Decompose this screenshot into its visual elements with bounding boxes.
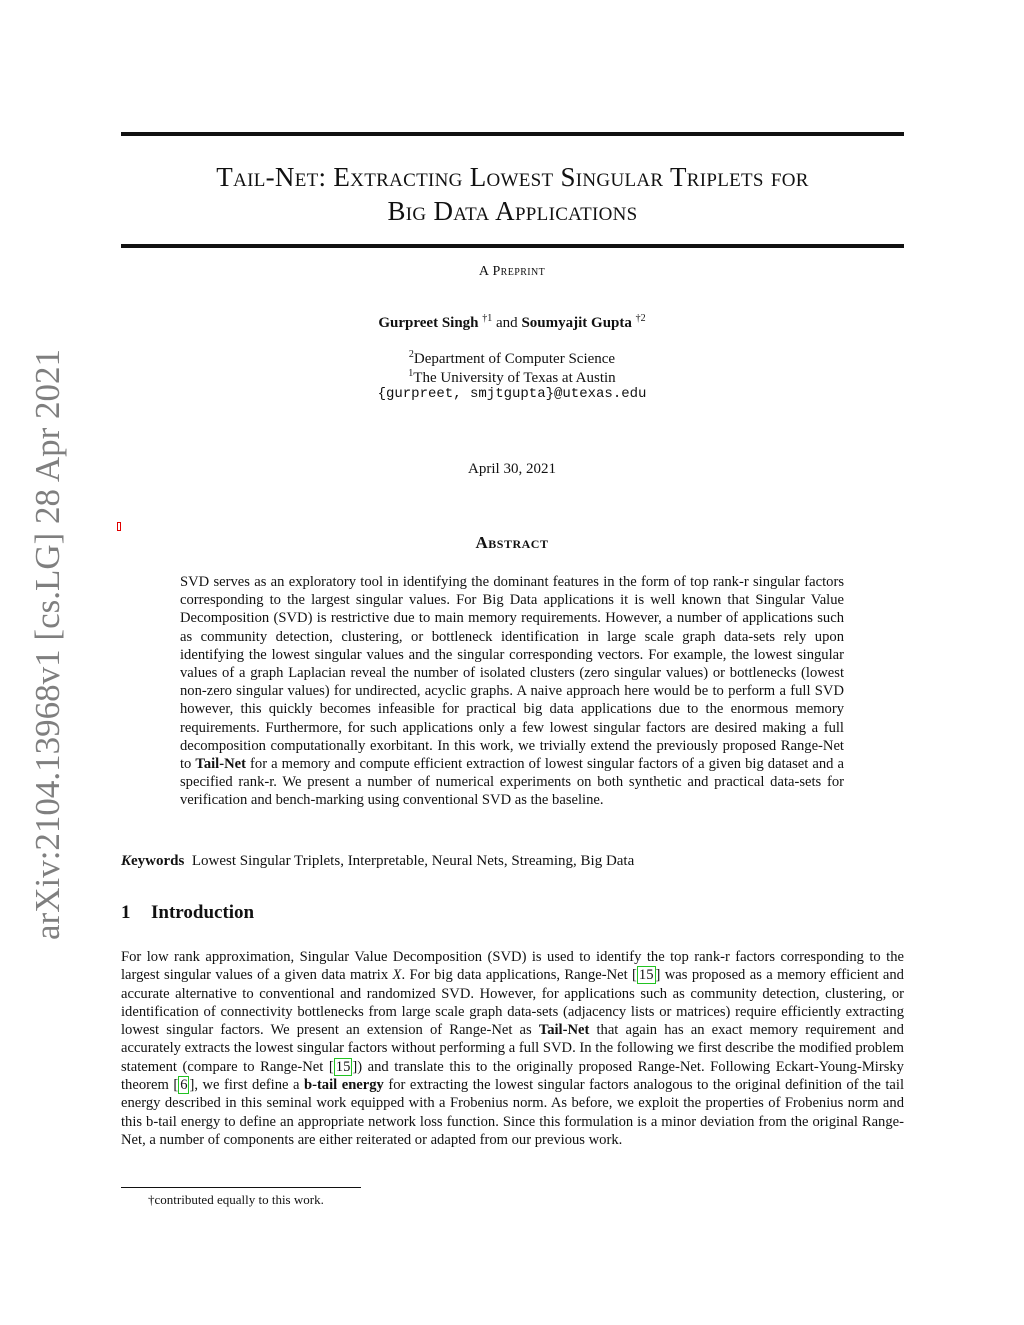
intro-text-6: ], we first define a	[189, 1077, 304, 1094]
red-marker-icon	[117, 522, 121, 531]
intro-text-4: that again has an exact memory requirement and accurately extracts the lowest singular factors without performing a full SVD. In the following we first describe the modified problem statement (compare to Range-Net [	[121, 1022, 904, 1075]
affiliation-department	[0, 349, 1024, 368]
section-heading-introduction	[121, 902, 254, 924]
keywords-label	[121, 853, 184, 869]
citation-link-6[interactable]: 6	[180, 1077, 188, 1094]
preprint-label: A Preprint	[478, 264, 546, 279]
citation-link-15[interactable]: 15	[638, 967, 654, 984]
footnote-rule	[121, 1187, 361, 1188]
footnote-text: †contributed equally to this work.	[148, 1192, 324, 1207]
author-name-1: Gurpreet Singh	[378, 315, 479, 331]
affiliation-university	[0, 368, 1024, 387]
author-mark-2: †2	[635, 313, 646, 324]
paper-title	[121, 160, 904, 228]
title-top-rule	[121, 132, 904, 136]
arxiv-identifier-stamp: arXiv:2104.13968v1 [cs.LG] 28 Apr 2021	[28, 348, 67, 940]
intro-math-x: X	[392, 967, 402, 984]
title-line-2: Big Data Applications	[387, 196, 638, 226]
intro-text-3: ] was proposed as a memory efficient and accurate alternative to conventional and randomized SVD. However, for applications such as community detection, clustering, or identification of connectivity bottlenecks from large scale graph data-sets (adjacency lists or matrices) require efficiently extracting lowest singular factors. We present an extension of Range-Net as	[121, 967, 904, 1039]
affiliation-mark-2: 1	[408, 368, 414, 379]
section-title: Introduction	[151, 902, 255, 923]
intro-text-1: For low rank approximation, Singular Value Decomposition (SVD) is used to identify the top rank-r factors corresponding to the largest singular values of a given data matrix	[121, 949, 904, 984]
keywords-text: Lowest Singular Triplets, Interpretable, Neural Nets, Streaming, Big Data	[191, 853, 635, 869]
intro-text-7: for extracting the lowest singular factors analogous to the original definition of the tail energy described in this seminal work equipped with a Frobenius norm. As before, we exploit the properties of Frobenius norm and this b-tail energy to define an appropriate network loss function. Since this formulation is a minor deviation from the original Range-Net, a number of components are either reiterated or adapted from our previous work.	[121, 1077, 904, 1148]
title-line-1: Tail-Net: Extracting Lowest Singular Triplets for	[216, 162, 809, 192]
abstract-text-part-2: for a memory and compute efficient extraction of lowest singular factors of a given big dataset and a specified rank-r. We present a number of numerical experiments on both synthetic and practical data-sets for verification and bench-marking using conventional SVD as the baseline.	[180, 756, 844, 809]
affiliation-mark-1: 2	[408, 349, 414, 360]
keywords-label-rest: eywords	[131, 853, 185, 869]
author-name-2: Soumyajit Gupta	[521, 315, 632, 331]
keywords-label-initial: K	[121, 853, 132, 869]
affiliation-text-1: Department of Computer Science	[413, 351, 616, 367]
intro-text-5: ]) and translate this to the originally proposed Range-Net. Following Eckart-Young-Mirsky theorem [	[121, 1058, 904, 1094]
title-bottom-rule	[121, 244, 904, 248]
keywords-line	[121, 853, 904, 870]
abstract-bold-term: Tail-Net	[195, 756, 246, 773]
author-conjunction: and	[496, 315, 518, 331]
abstract-text-part-1: SVD serves as an exploratory tool in identifying the dominant features in the form of top rank-r singular factors corresponding to the largest singular values. For Big Data applications it is well known that Singular Value Decomposition (SVD) is restrictive due to main memory requirements. However, a number of applications such as community detection, clustering, or bottleneck identification in large scale graph data-sets rely upon identifying the lowest singular values and the singular corresponding vectors. For example, the lowest singular values of a graph Laplacian reveal the number of isolated clusters (zero singular values) or bottlenecks (lowest non-zero singular values) for undirected, acyclic graphs. A naive approach here would be to perform a full SVD however, this quickly becomes infeasible for practical big data applications due to the enormous memory requirements. Furthermore, for such applications only a few lowest singular factors are desired making a full decomposition computationally exorbitant. In this work, we trivially extend the previously proposed Range-Net to	[180, 574, 844, 773]
author-mark-1: †1	[482, 313, 493, 324]
intro-bold-tail-net: Tail-Net	[538, 1022, 590, 1039]
introduction-paragraph	[121, 948, 904, 1149]
abstract-text	[180, 573, 844, 810]
abstract-heading: Abstract	[475, 533, 549, 552]
author-emails: {gurpreet, smjtgupta}@utexas.edu	[377, 386, 647, 402]
paper-date: April 30, 2021	[468, 461, 556, 477]
intro-bold-b-tail-energy: b-tail energy	[303, 1077, 384, 1094]
author-line	[0, 313, 1024, 332]
citation-link-15-second[interactable]: 15	[335, 1058, 351, 1075]
affiliation-text-2: The University of Texas at Austin	[413, 370, 616, 386]
section-number: 1	[121, 902, 131, 923]
intro-text-2: . For big data applications, Range-Net [	[401, 967, 637, 984]
